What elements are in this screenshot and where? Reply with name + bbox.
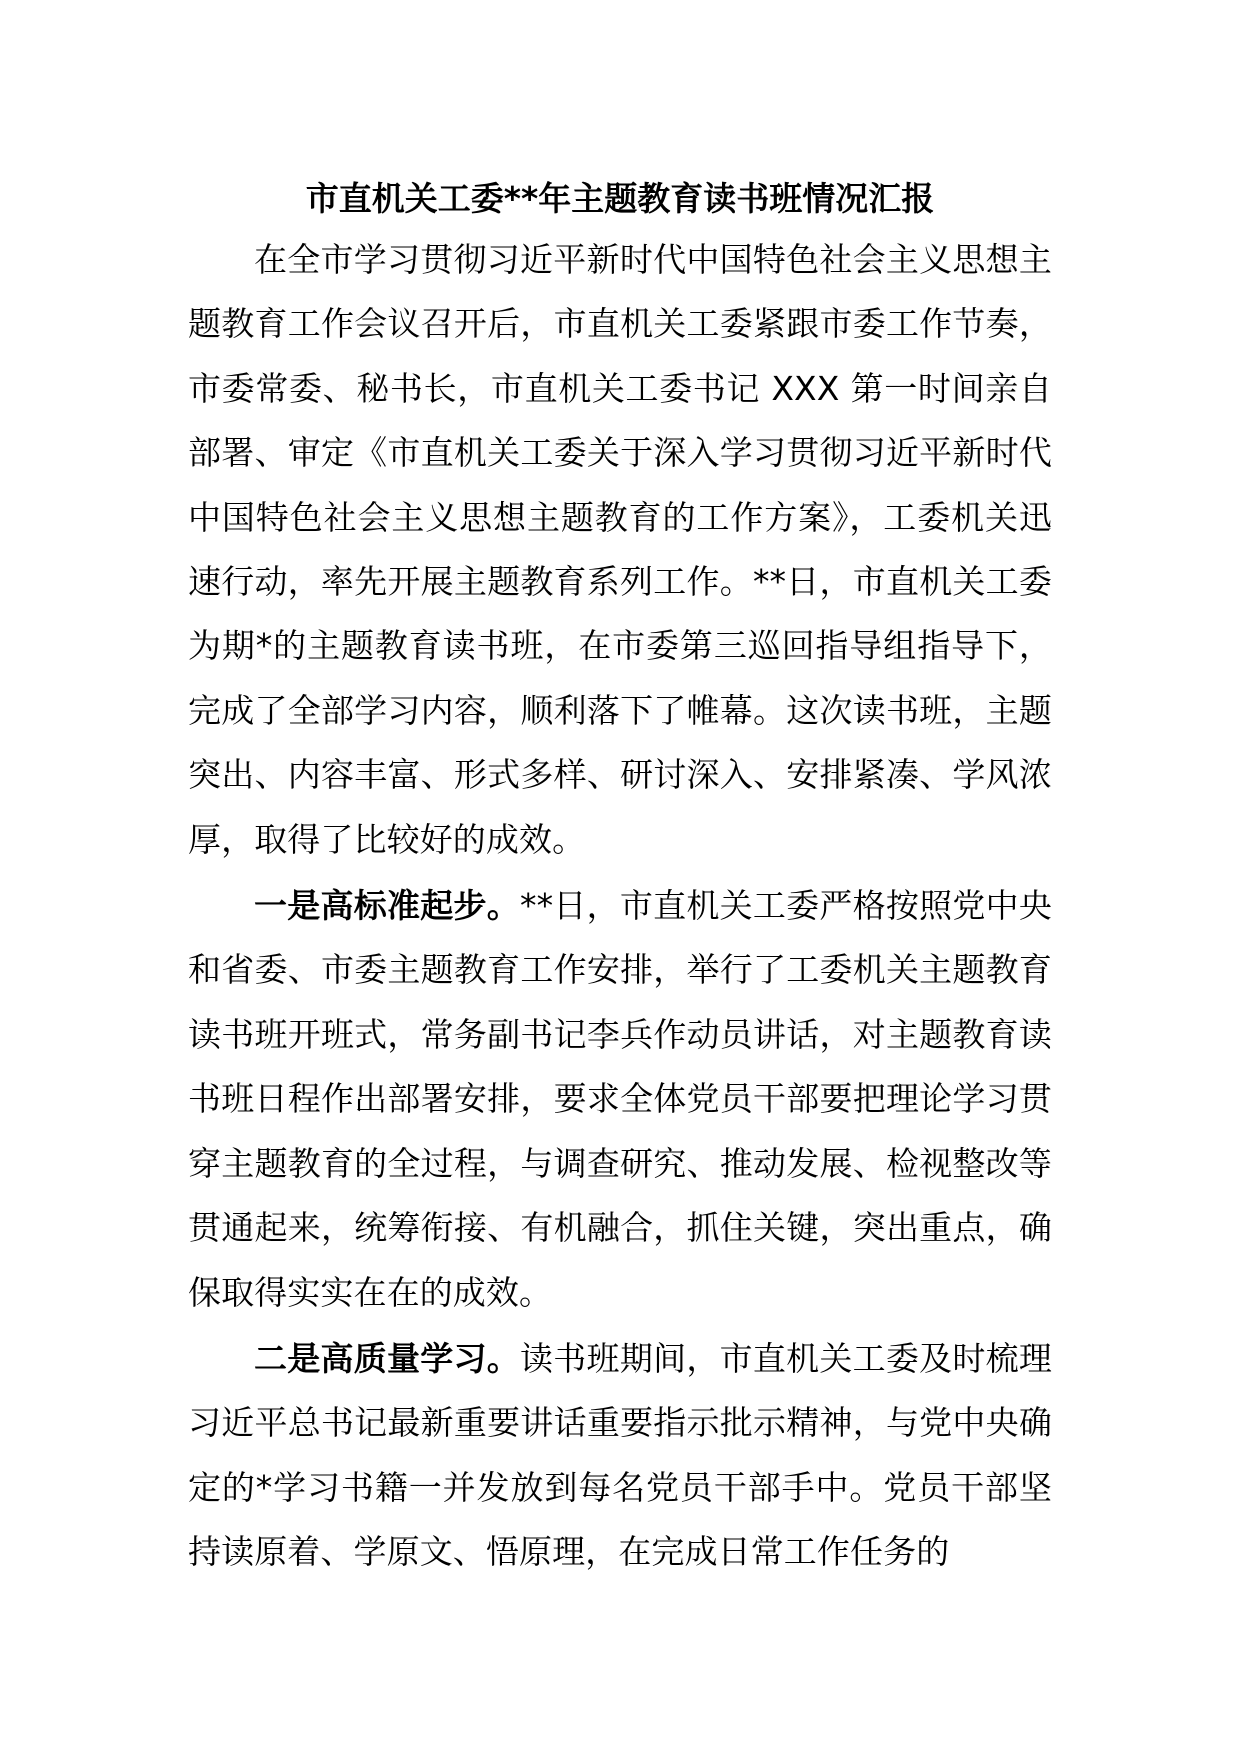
document-title: 市直机关工委**年主题教育读书班情况汇报 <box>305 179 935 218</box>
paragraph-lead-heading: 二是高质量学习。 <box>254 1338 521 1378</box>
paragraph-intro <box>188 228 1052 872</box>
paragraph-lead-heading: 一是高标准起步。 <box>254 886 521 926</box>
paragraph-intro-text: 在全市学习贯彻习近平新时代中国特色社会主义思想主题教育工作会议召开后，市直机关工委紧跟市委工作节奏，市委常委、秘书长，市直机关工委书记 XXX 第一时间亲自部署、审定《市直机关工委关于深入学习贯彻习近平新时代中国特色社会主义思想主题教育的工作方案》，工委机关迅速行动，率先开展主题教育系列工作。**日，市直机关工委为期*的主题教育读书班，在市委第三巡回指导组指导下，完成了全部学习内容，顺利落下了帷幕。这次读书班，主题突出、内容丰富、形式多样、研讨深入、安排紧凑、学风浓厚，取得了比较好的成效。 <box>188 240 1052 859</box>
paragraph-high-standard-start <box>188 874 1052 1325</box>
paragraph-high-quality-study <box>188 1327 1052 1585</box>
paragraph-body-text: 读书班期间，市直机关工委及时梳理习近平总书记最新重要讲话重要指示批示精神，与党中央确定的*学习书籍一并发放到每名党员干部手中。党员干部坚持读原着、学原文、悟原理，在完成日常工作任务的 <box>188 1338 1052 1572</box>
paragraph-body-text: **日，市直机关工委严格按照党中央和省委、市委主题教育工作安排，举行了工委机关主题教育读书班开班式，常务副书记李兵作动员讲话，对主题教育读书班日程作出部署安排，要求全体党员干部要把理论学习贯穿主题教育的全过程，与调查研究、推动发展、检视整改等贯通起来，统筹衔接、有机融合，抓住关键，突出重点，确保取得实实在在的成效。 <box>188 886 1052 1312</box>
document-page <box>188 170 1052 1585</box>
